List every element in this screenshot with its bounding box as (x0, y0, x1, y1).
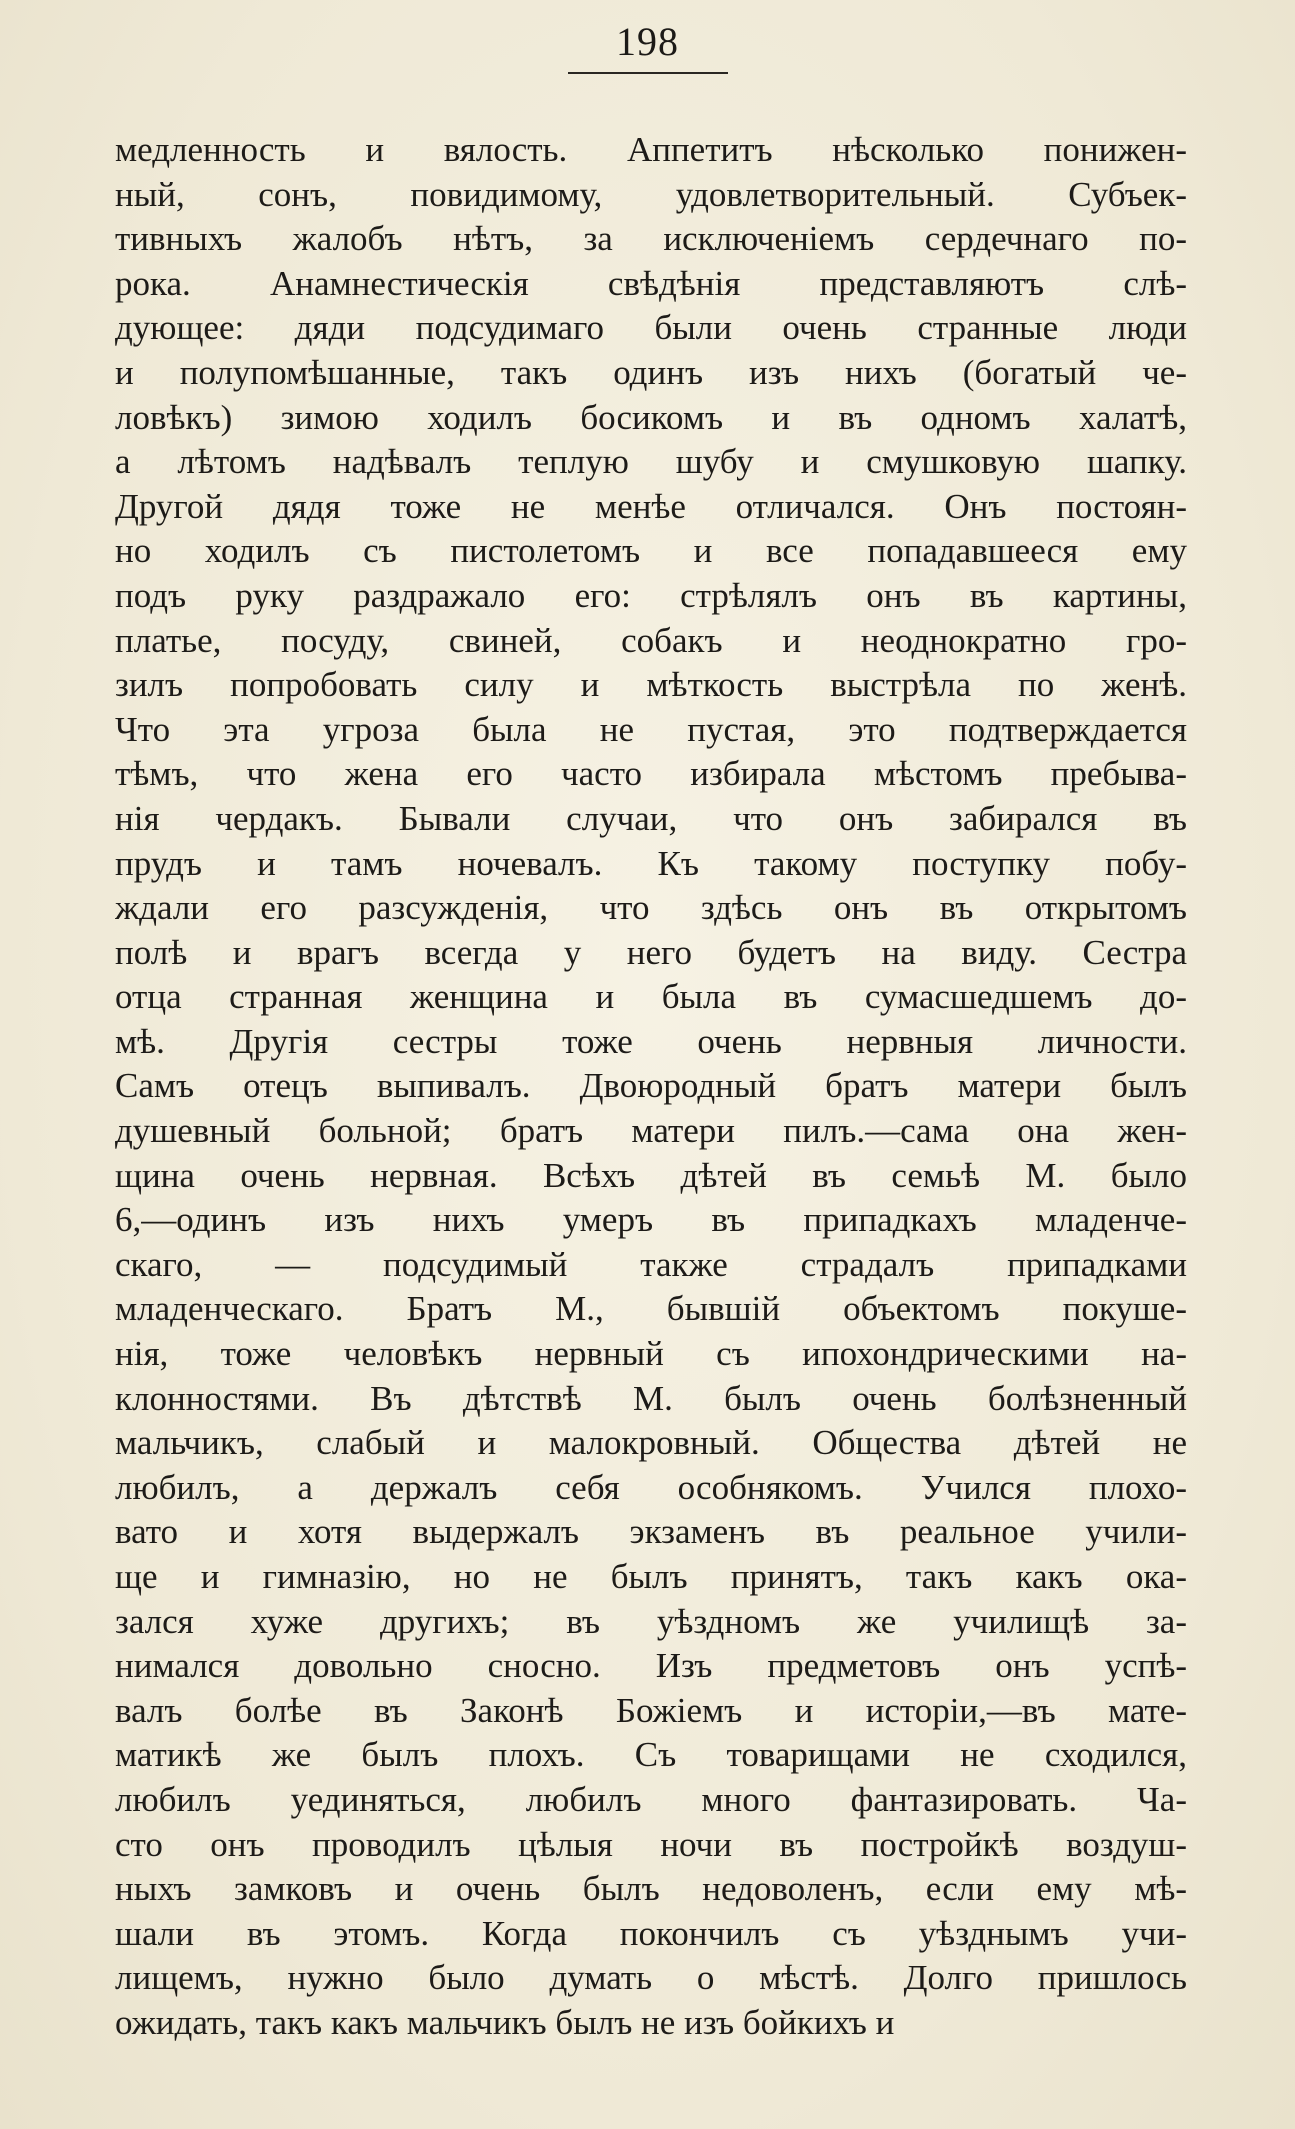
text-line: ловѣкъ) зимою ходилъ босикомъ и въ одномъ халатѣ, (115, 397, 1187, 437)
header-rule (568, 72, 728, 74)
text-line: матикѣ же былъ плохъ. Съ товарищами не сходился, (115, 1735, 1187, 1775)
text-line: сто онъ проводилъ цѣлыя ночи въ постройкѣ воздуш- (115, 1824, 1187, 1864)
text-line: клонностями. Въ дѣтствѣ М. былъ очень болѣзненный (115, 1378, 1187, 1418)
text-line: Что эта угроза была не пустая, это подтверждается (115, 709, 1187, 749)
text-line: щина очень нервная. Всѣхъ дѣтей въ семьѣ М. было (115, 1155, 1187, 1195)
page-number: 198 (616, 19, 679, 64)
text-line: душевный больной; братъ матери пилъ.—сама она жен- (115, 1111, 1187, 1151)
text-line: ный, сонъ, повидимому, удовлетворительный. Субъек- (115, 174, 1187, 214)
text-line: прудъ и тамъ ночевалъ. Къ такому поступку побу- (115, 843, 1187, 883)
text-line: валъ болѣе въ Законѣ Божіемъ и исторіи,—въ мате- (115, 1690, 1187, 1730)
body-text (115, 128, 1187, 2046)
text-line: вато и хотя выдержалъ экзаменъ въ реальное учили- (115, 1512, 1187, 1552)
text-line: медленность и вялость. Аппетитъ нѣсколько понижен- (115, 130, 1187, 169)
text-line: и полупомѣшанные, такъ одинъ изъ нихъ (богатый че- (115, 352, 1187, 392)
text-line: отца странная женщина и была въ сумасшедшемъ до- (115, 977, 1187, 1017)
text-line: мальчикъ, слабый и малокровный. Общества дѣтей не (115, 1423, 1187, 1463)
text-line: полѣ и врагъ всегда у него будетъ на виду. Сестра (115, 932, 1187, 972)
text-line: любилъ, а держалъ себя особнякомъ. Учился плохо- (115, 1467, 1187, 1507)
text-line: мѣ. Другія сестры тоже очень нервныя личности. (115, 1021, 1187, 1061)
text-line: но ходилъ съ пистолетомъ и все попадавшееся ему (115, 531, 1187, 571)
text-line: шали въ этомъ. Когда покончилъ съ уѣзднымъ учи- (115, 1913, 1187, 1953)
text-line: младенческаго. Братъ М., бывшій объектомъ покуше- (115, 1289, 1187, 1329)
text-line: дующее: дяди подсудимаго были очень странные люди (115, 308, 1187, 348)
text-line: нимался довольно сносно. Изъ предметовъ онъ успѣ- (115, 1646, 1187, 1686)
text-line: лищемъ, нужно было думать о мѣстѣ. Долго пришлось (115, 1958, 1187, 1998)
text-line: Самъ отецъ выпивалъ. Двоюродный братъ матери былъ (115, 1066, 1187, 1106)
text-line: ныхъ замковъ и очень былъ недоволенъ, если ему мѣ- (115, 1869, 1187, 1909)
text-line: ще и гимназію, но не былъ принятъ, такъ какъ ока- (115, 1557, 1187, 1596)
text-line: любилъ уединяться, любилъ много фантазировать. Ча- (115, 1779, 1187, 1819)
text-line: зилъ попробовать силу и мѣткость выстрѣла по женѣ. (115, 665, 1187, 705)
text-line: тивныхъ жалобъ нѣтъ, за исключеніемъ сердечнаго по- (115, 219, 1187, 259)
text-line: а лѣтомъ надѣвалъ теплую шубу и смушковую шапку. (115, 442, 1187, 482)
text-line: нія, тоже человѣкъ нервный съ ипохондрическими на- (115, 1334, 1187, 1374)
text-line: ждали его разсужденія, что здѣсь онъ въ открытомъ (115, 888, 1187, 928)
text-line: нія чердакъ. Бывали случаи, что онъ забирался въ (115, 798, 1187, 838)
text-line: рока. Анамнестическія свѣдѣнія представляютъ слѣ- (115, 263, 1187, 303)
text-line: подъ руку раздражало его: стрѣлялъ онъ въ картины, (115, 575, 1187, 615)
text-line: зался хуже другихъ; въ уѣздномъ же училищѣ за- (115, 1601, 1187, 1641)
text-line: 6,—одинъ изъ нихъ умеръ въ припадкахъ младенче- (115, 1200, 1187, 1240)
text-line: тѣмъ, что жена его часто избирала мѣстомъ пребыва- (115, 754, 1187, 794)
text-line: Другой дядя тоже не менѣе отличался. Онъ постоян- (115, 486, 1187, 526)
text-line: ожидать, такъ какъ мальчикъ былъ не изъ бойкихъ и (115, 2002, 895, 2042)
text-line: скаго, — подсудимый также страдалъ припадками (115, 1244, 1187, 1284)
text-line: платье, посуду, свиней, собакъ и неоднократно гро- (115, 620, 1187, 660)
